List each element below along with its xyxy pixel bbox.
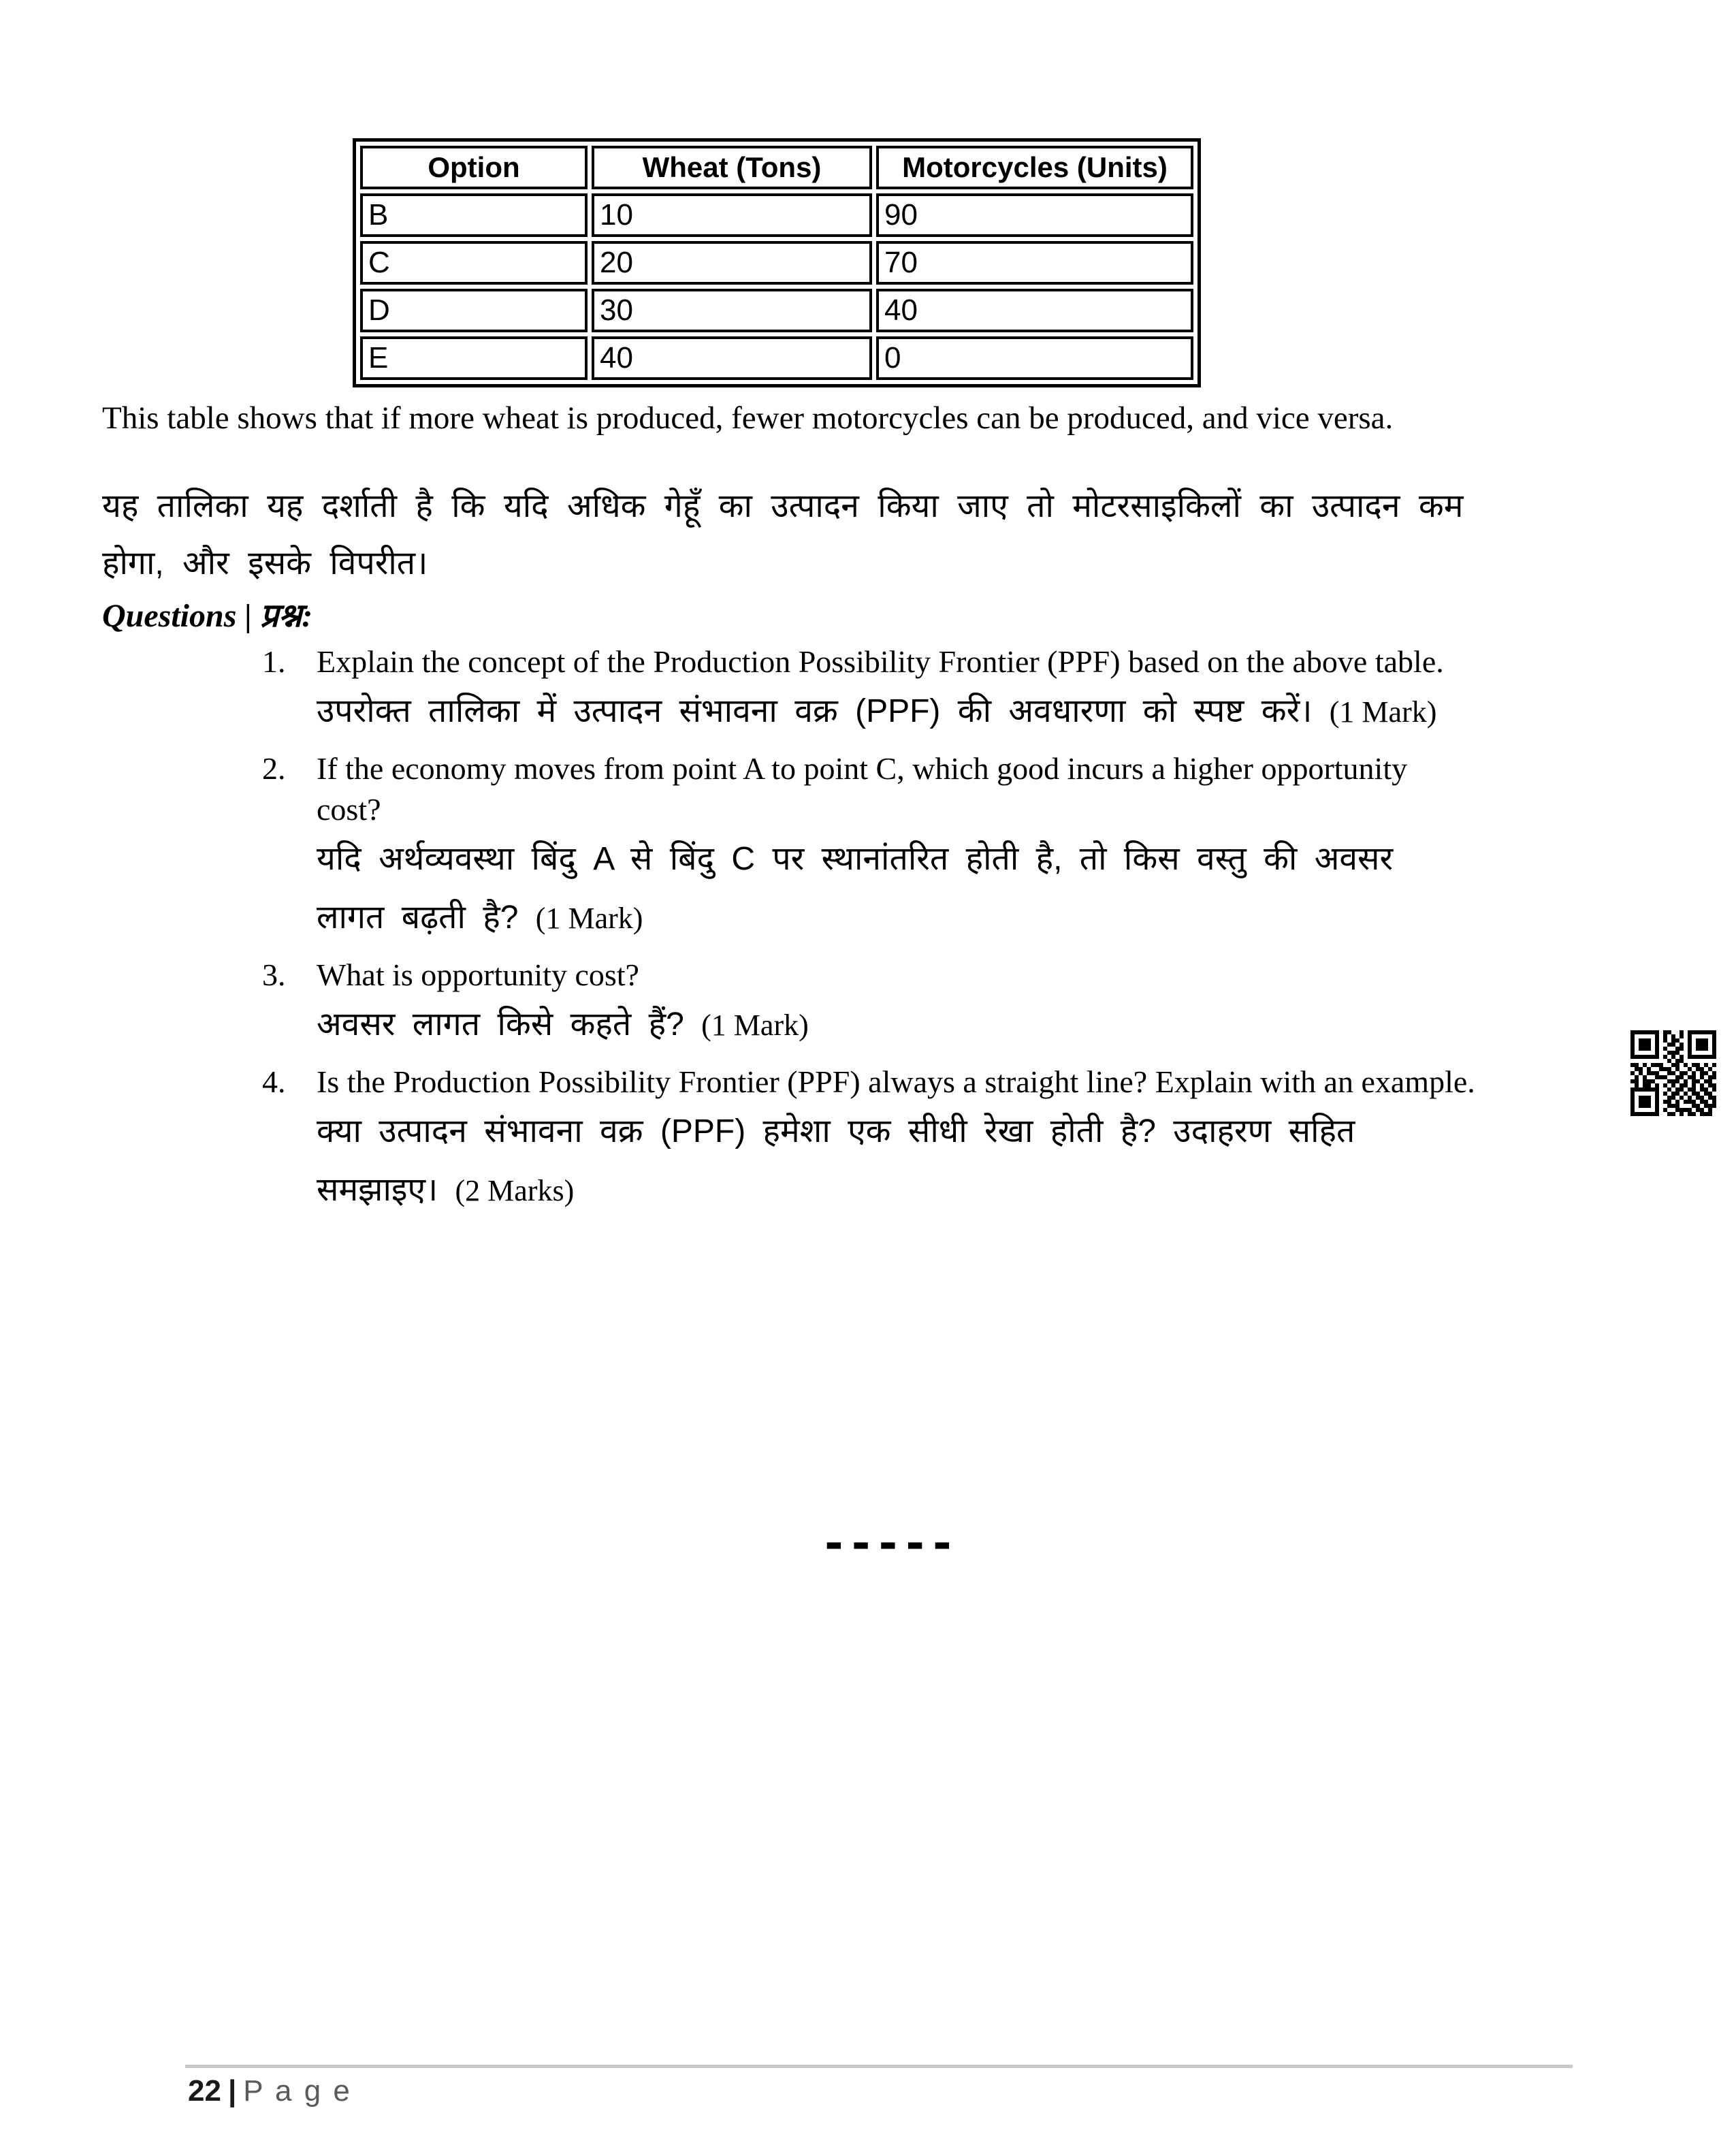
hindi-text: अवसर लागत किसे कहते हैं? <box>317 1006 684 1043</box>
hindi-text: यदि अर्थव्यवस्था बिंदु A से बिंदु C पर स्थानांतरित होती है, तो किस वस्तु की अवसर लागत बढ़ती है? <box>317 841 1394 936</box>
qr-code <box>1630 1030 1716 1116</box>
cell-wheat: 40 <box>592 336 872 380</box>
question-text-hindi <box>317 996 1610 1055</box>
section-separator: ----- <box>820 1517 956 1570</box>
question-text-english: Explain the concept of the Production Possibility Frontier (PPF) based on the above table. <box>317 644 1444 679</box>
table-explanation-hindi: यह तालिका यह दर्शाती है कि यदि अधिक गेहूँ का उत्पादन किया जाए तो मोटरसाइकिलों का उत्पादन कम होगा, और इसके विपरीत। <box>102 488 1464 582</box>
marks-label: (1 Mark) <box>1329 695 1437 729</box>
column-header-option: Option <box>360 146 588 189</box>
cell-motorcycles: 70 <box>876 241 1193 285</box>
question-number: 2. <box>262 751 286 786</box>
ppf-table <box>353 138 1201 387</box>
footer-divider-rule <box>185 2065 1573 2068</box>
table-row <box>360 336 1193 380</box>
question-number: 4. <box>262 1064 286 1099</box>
question-text-hindi <box>317 1102 1379 1220</box>
question-3 <box>262 955 1610 1055</box>
question-text-hindi <box>317 682 1610 742</box>
hindi-text: क्या उत्पादन संभावना वक्र (PPF) हमेशा एक सीधी रेखा होती है? उदाहरण सहित समझाइए। <box>317 1113 1355 1208</box>
table-explanation-english: This table shows that if more wheat is produced, fewer motorcycles can be produced, and vice versa. <box>102 400 1394 436</box>
table-row <box>360 241 1193 285</box>
question-text-english: What is opportunity cost? <box>317 957 639 992</box>
cell-wheat: 10 <box>592 193 872 237</box>
table-row <box>360 193 1193 237</box>
cell-option: E <box>360 336 588 380</box>
footer-label: P a g e <box>243 2074 352 2108</box>
marks-label: (1 Mark) <box>701 1008 809 1042</box>
table-header-row <box>360 146 1193 189</box>
cell-motorcycles: 40 <box>876 289 1193 332</box>
question-4 <box>262 1062 1610 1220</box>
hindi-text: उपरोक्त तालिका में उत्पादन संभावना वक्र (PPF) की अवधारणा को स्पष्ट करें। <box>317 693 1313 729</box>
questions-list <box>262 641 1610 1227</box>
cell-wheat: 20 <box>592 241 872 285</box>
cell-option: D <box>360 289 588 332</box>
marks-label: (1 Mark) <box>535 902 643 935</box>
question-text-english: If the economy moves from point A to point C, which good incurs a higher opportunity cost? <box>317 751 1408 827</box>
footer-pipe: | <box>227 2074 237 2108</box>
question-1 <box>262 641 1610 742</box>
column-header-motorcycles: Motorcycles (Units) <box>876 146 1193 189</box>
cell-motorcycles: 0 <box>876 336 1193 380</box>
table-row <box>360 289 1193 332</box>
cell-wheat: 30 <box>592 289 872 332</box>
marks-label: (2 Marks) <box>455 1174 575 1207</box>
question-number: 3. <box>262 957 286 992</box>
cell-option: B <box>360 193 588 237</box>
column-header-wheat: Wheat (Tons) <box>592 146 872 189</box>
question-2 <box>262 748 1610 948</box>
cell-motorcycles: 90 <box>876 193 1193 237</box>
question-number: 1. <box>262 644 286 679</box>
questions-heading: Questions | प्रश्न: <box>102 598 313 634</box>
question-text-hindi <box>317 830 1433 948</box>
page-footer <box>188 2074 352 2108</box>
page-number: 22 <box>188 2074 221 2108</box>
question-text-english: Is the Production Possibility Frontier (PPF) always a straight line? Explain with an example. <box>317 1064 1475 1099</box>
cell-option: C <box>360 241 588 285</box>
